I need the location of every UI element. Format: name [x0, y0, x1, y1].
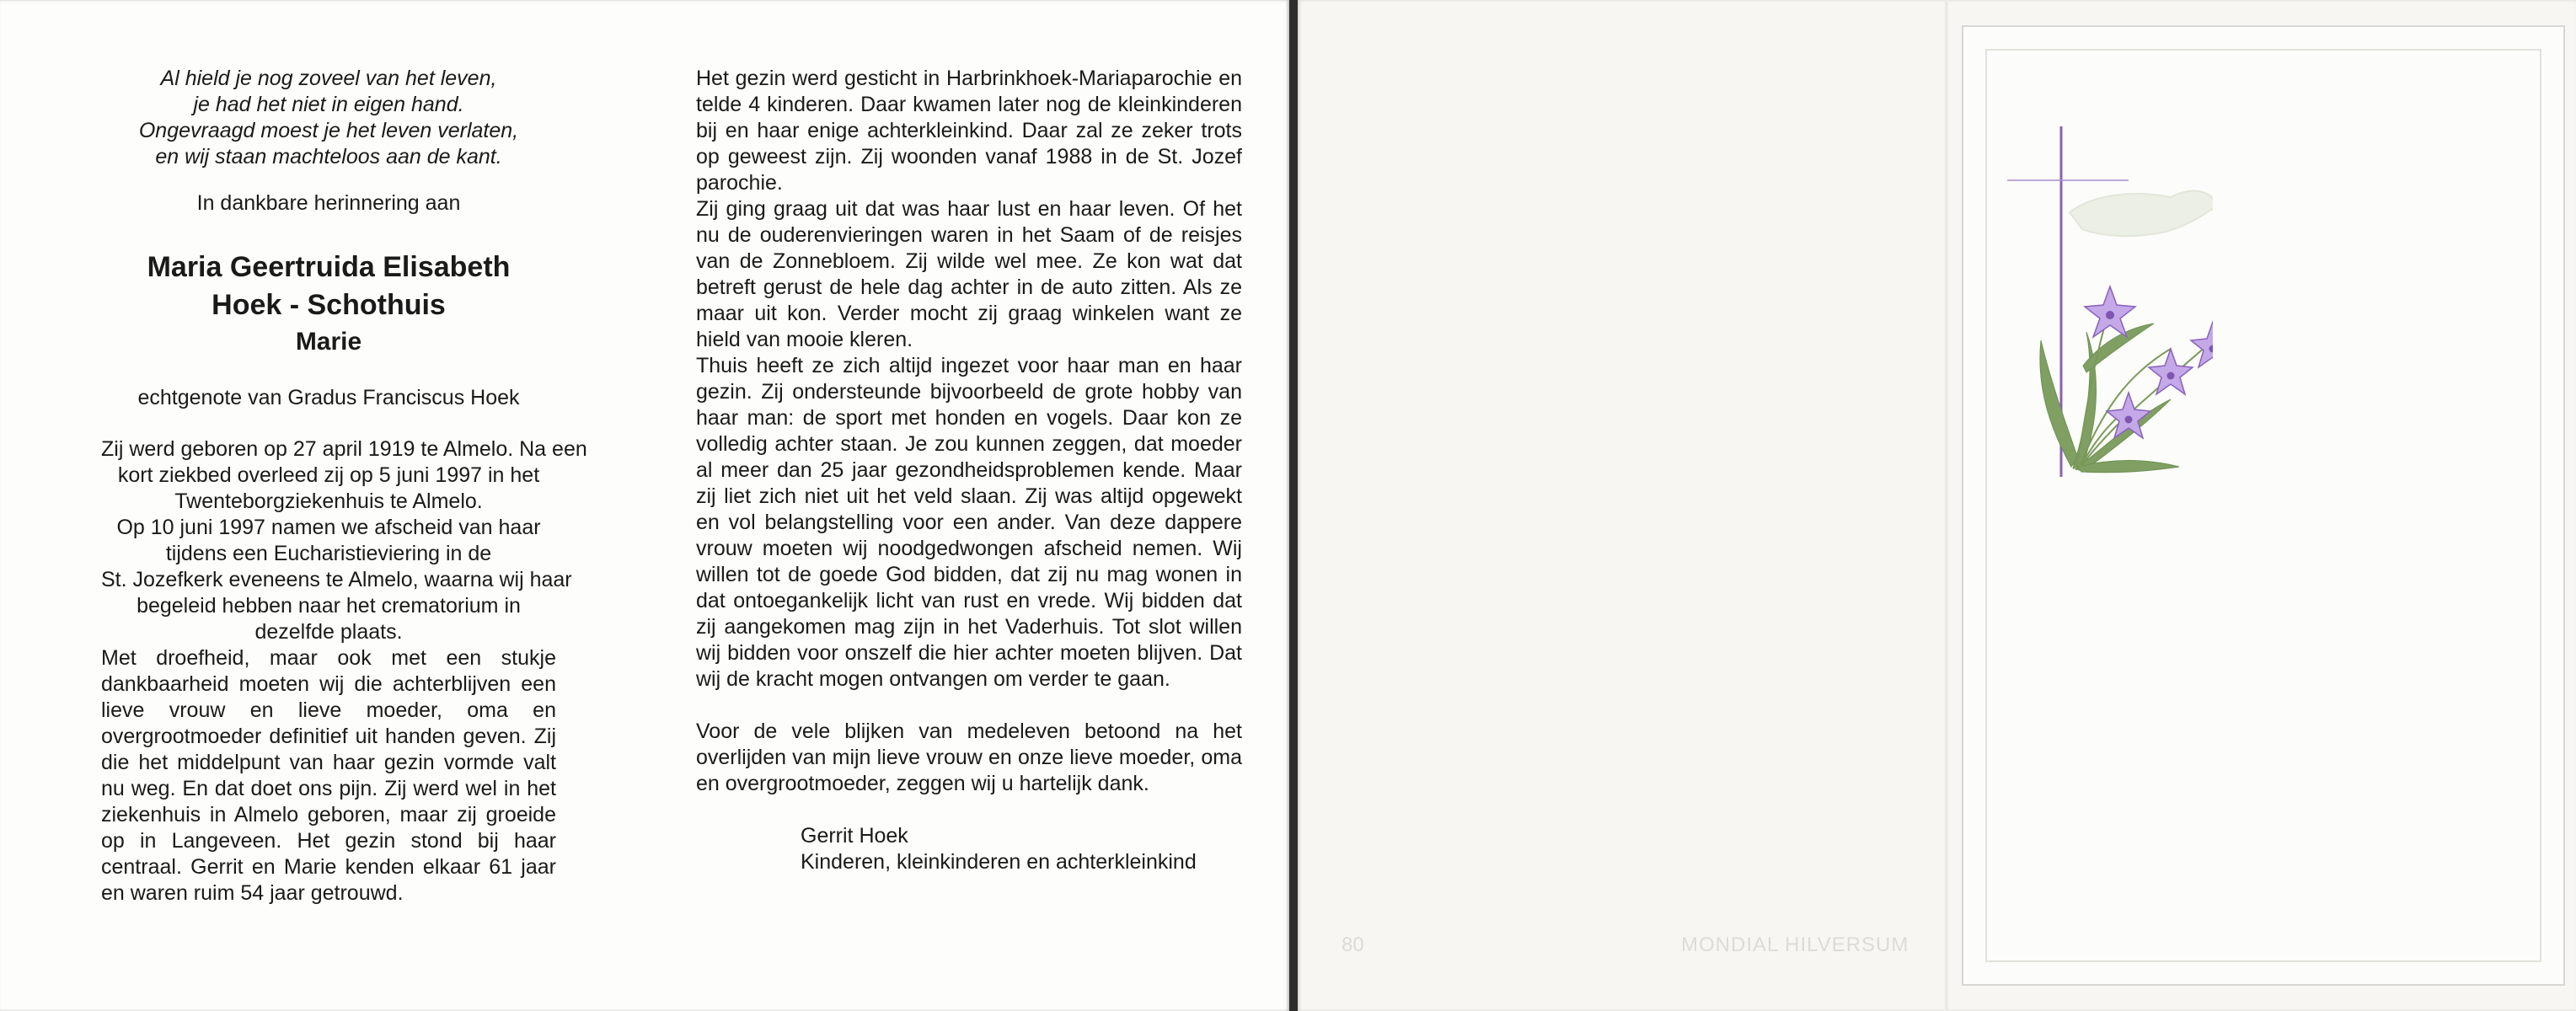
poem-line: je had het niet in eigen hand. — [193, 93, 464, 116]
details-line: tijdens een Eucharistieviering in de — [165, 542, 492, 565]
poem — [101, 66, 556, 170]
details-line: dezelfde plaats. — [254, 620, 403, 644]
details-line: Zij werd geboren op 27 april 1919 te Almelo. Na een — [101, 437, 587, 461]
card-front-panel — [1962, 25, 2565, 986]
printer-name: MONDIAL HILVERSUM — [1681, 933, 1909, 956]
details-line: begeleid hebben naar het crematorium in — [137, 594, 521, 618]
spouse-line: echtgenote van Gradus Franciscus Hoek — [137, 386, 520, 409]
memorial-paragraph: Met droefheid, maar ook met een stukje dankbaarheid moeten wij die achterblijven een lieve vrouw en lieve moeder, oma en overgrootmoeder definitief uit handen geven. Zij die het middelpunt van haar gezin vormde valt nu weg. En dat doet ons pijn. Zij werd wel in het ziekenhuis in Almelo geboren, maar zij groeide op in Langeveen. Het gezin stond bij haar centraal. Gerrit en Marie kenden elkaar 61 jaar en waren ruim 54 jaar getrouwd. — [101, 646, 556, 905]
remembrance-heading: In dankbare herinnering aan — [196, 191, 461, 215]
fold-line — [1945, 0, 1948, 1011]
thanks-paragraph: Voor de vele blijken van medeleven betoond na het overlijden van mijn lieve vrouw en onze lieve moeder, oma en overgrootmoeder, zeggen wij u hartelijk dank. — [696, 719, 1242, 795]
signature-name: Gerrit Hoek — [801, 824, 908, 848]
details-line: kort ziekbed overleed zij op 5 juni 1997 in het — [117, 463, 540, 487]
home-paragraph: Thuis heeft ze zich altijd ingezet voor haar man en haar gezin. Zij ondersteunde bijvoorbeeld de grote hobby van haar man: de sport met honden en vogels. Daar kon ze volledig achter staan. Je zou kunnen zeggen, dat moeder al meer dan 25 jaar gezondheidsproblemen kende. Maar zij liet zich niet uit het veld slaan. Zij was altijd opgewekt en vol belangstelling voor een ander. Van deze dappere vrouw moeten wij noodgedwongen afscheid nemen. Wij willen tot de goede God bidden, dat zij nu mag wonen in dat ontoegankelijk licht van rust en vrede. Wij bidden dat zij aangekomen mag zijn in het Vaderhuis. Tot slot willen wij bidden voor onszelf die hier achter moeten blijven. Dat wij de kracht mogen ontvangen om verder te gaan. — [696, 354, 1242, 691]
printer-code: 80 — [1342, 933, 1364, 956]
signature-block — [696, 823, 1242, 875]
details-line: Op 10 juni 1997 namen we afscheid van haar — [116, 516, 541, 539]
stems-icon — [2076, 313, 2213, 470]
card-frame — [1985, 49, 2541, 962]
right-page — [1298, 0, 2576, 1011]
right-column — [696, 0, 1242, 875]
signature-family: Kinderen, kleinkinderen en achterkleinkind — [801, 850, 1197, 874]
poem-line: Al hield je nog zoveel van het leven, — [160, 67, 497, 90]
left-column — [101, 0, 587, 907]
deceased-name-block — [101, 249, 556, 360]
family-paragraph: Het gezin werd gesticht in Harbrinkhoek-Mariaparochie en telde 4 kinderen. Daar kwamen later nog de kleinkinderen bij en haar enige achterkleinkind. Daar zal ze zeker trots op geweest zijn. Zij woonden vanaf 1988 in de St. Jozef parochie. — [696, 67, 1242, 195]
details-line: Twenteborgziekenhuis te Almelo. — [174, 489, 483, 513]
details-line: St. Jozefkerk eveneens te Almelo, waarna wij haar — [101, 568, 572, 591]
deceased-nickname: Marie — [295, 328, 362, 356]
cross-flower-icon — [2002, 88, 2213, 492]
deceased-name-line-2: Hoek - Schothuis — [212, 289, 446, 321]
poem-line: Ongevraagd moest je het leven verlaten, — [138, 119, 519, 142]
hobbies-paragraph: Zij ging graag uit dat was haar lust en haar leven. Of het nu de ouderenvieringen waren in het Saam of de reisjes van de Zonnebloem. Zij wilde wel mee. Ze kon wat dat betreft gerust de hele dag achter in de auto zitten. Als ze maar uit kon. Verder mocht zij graag winkelen want ze hield van mooie kleren. — [696, 197, 1242, 351]
birth-death-details — [101, 436, 587, 645]
dove-icon — [2070, 191, 2213, 237]
poem-line: en wij staan machteloos aan de kant. — [155, 145, 502, 168]
deceased-name-line-1: Maria Geertruida Elisabeth — [147, 251, 511, 283]
